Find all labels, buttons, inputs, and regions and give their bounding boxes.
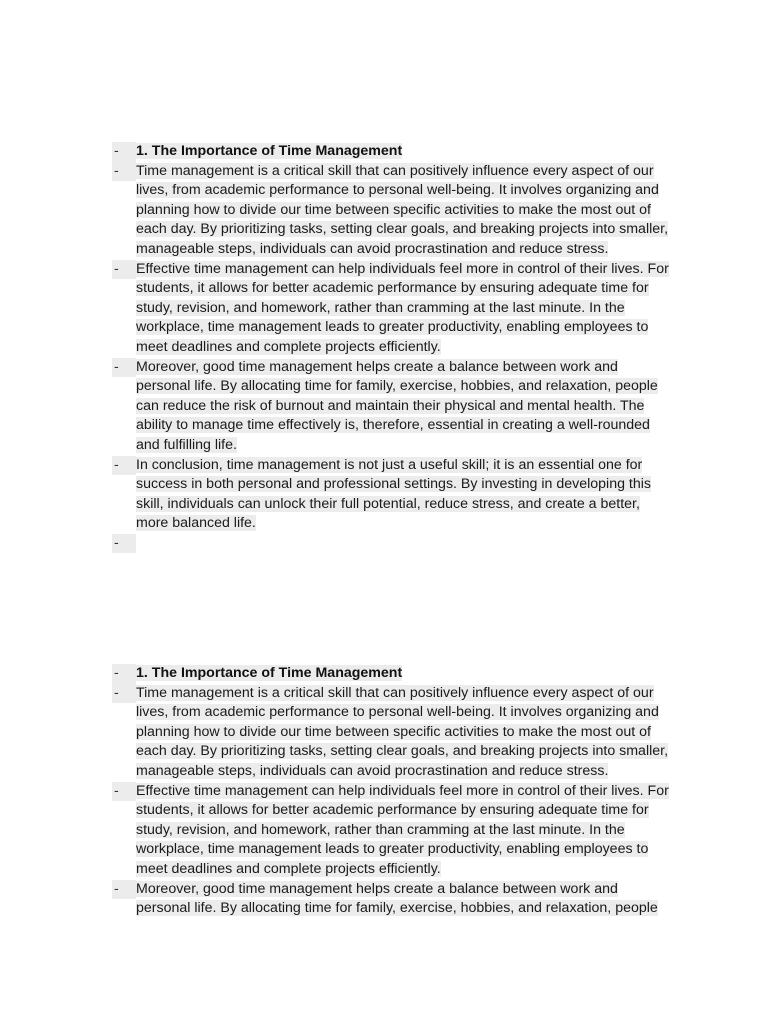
paragraph-text: Effective time management can help individuals feel more in control of their lives. For students, it allows for better academic performance by ensuring adequate time for study, revision, and homework, rather than cramming at the last minute. In the workplace, time management leads to greater productivity, enabling employees to meet deadlines and complete projects efficiently. [136, 260, 669, 355]
dash-bullet-icon: - [112, 142, 136, 162]
list-item-heading [112, 142, 692, 162]
bullet-list-section-2 [112, 664, 692, 919]
list-item [112, 456, 692, 534]
section-heading: 1. The Importance of Time Management [136, 143, 403, 159]
list-item [112, 162, 692, 260]
dash-bullet-icon: - [112, 456, 136, 476]
dash-bullet-icon: - [112, 358, 136, 378]
list-item [112, 880, 692, 919]
list-item-heading [112, 664, 692, 684]
dash-bullet-icon: - [112, 664, 136, 684]
dash-bullet-icon: - [112, 260, 136, 280]
list-item [112, 684, 692, 782]
dash-bullet-icon: - [112, 162, 136, 182]
paragraph-text: Effective time management can help individuals feel more in control of their lives. For students, it allows for better academic performance by ensuring adequate time for study, revision, and homework, rather than cramming at the last minute. In the workplace, time management leads to greater productivity, enabling employees to meet deadlines and complete projects efficiently. [136, 782, 669, 877]
list-item-empty [112, 534, 692, 554]
paragraph-text: In conclusion, time management is not just a useful skill; it is an essential one for success in both personal and professional settings. By investing in developing this skill, individuals can unlock their full potential, reduce stress, and create a better, more balanced life. [136, 456, 651, 532]
list-item [112, 358, 692, 456]
paragraph-text: Time management is a critical skill that can positively influence every aspect of our lives, from academic performance to personal well-being. It involves organizing and planning how to divide our time between specific activities to make the most out of each day. By prioritizing tasks, setting clear goals, and breaking projects into smaller, manageable steps, individuals can avoid procrastination and reduce stress. [136, 162, 669, 257]
dash-bullet-icon: - [112, 684, 136, 704]
dash-bullet-icon: - [112, 534, 136, 554]
paragraph-text: Time management is a critical skill that can positively influence every aspect of our lives, from academic performance to personal well-being. It involves organizing and planning how to divide our time between specific activities to make the most out of each day. By prioritizing tasks, setting clear goals, and breaking projects into smaller, manageable steps, individuals can avoid procrastination and reduce stress. [136, 684, 669, 779]
bullet-list-section-1 [112, 142, 692, 553]
paragraph-text: Moreover, good time management helps create a balance between work and personal life. By allocating time for family, exercise, hobbies, and relaxation, people [136, 880, 658, 917]
list-item [112, 260, 692, 358]
dash-bullet-icon: - [112, 880, 136, 900]
paragraph-text: Moreover, good time management helps create a balance between work and personal life. By allocating time for family, exercise, hobbies, and relaxation, people can reduce the risk of burnout and maintain their physical and mental health. The ability to manage time effectively is, therefore, essential in creating a well-rounded and fulfilling life. [136, 358, 658, 453]
section-heading: 1. The Importance of Time Management [136, 665, 403, 681]
list-item [112, 782, 692, 880]
dash-bullet-icon: - [112, 782, 136, 802]
